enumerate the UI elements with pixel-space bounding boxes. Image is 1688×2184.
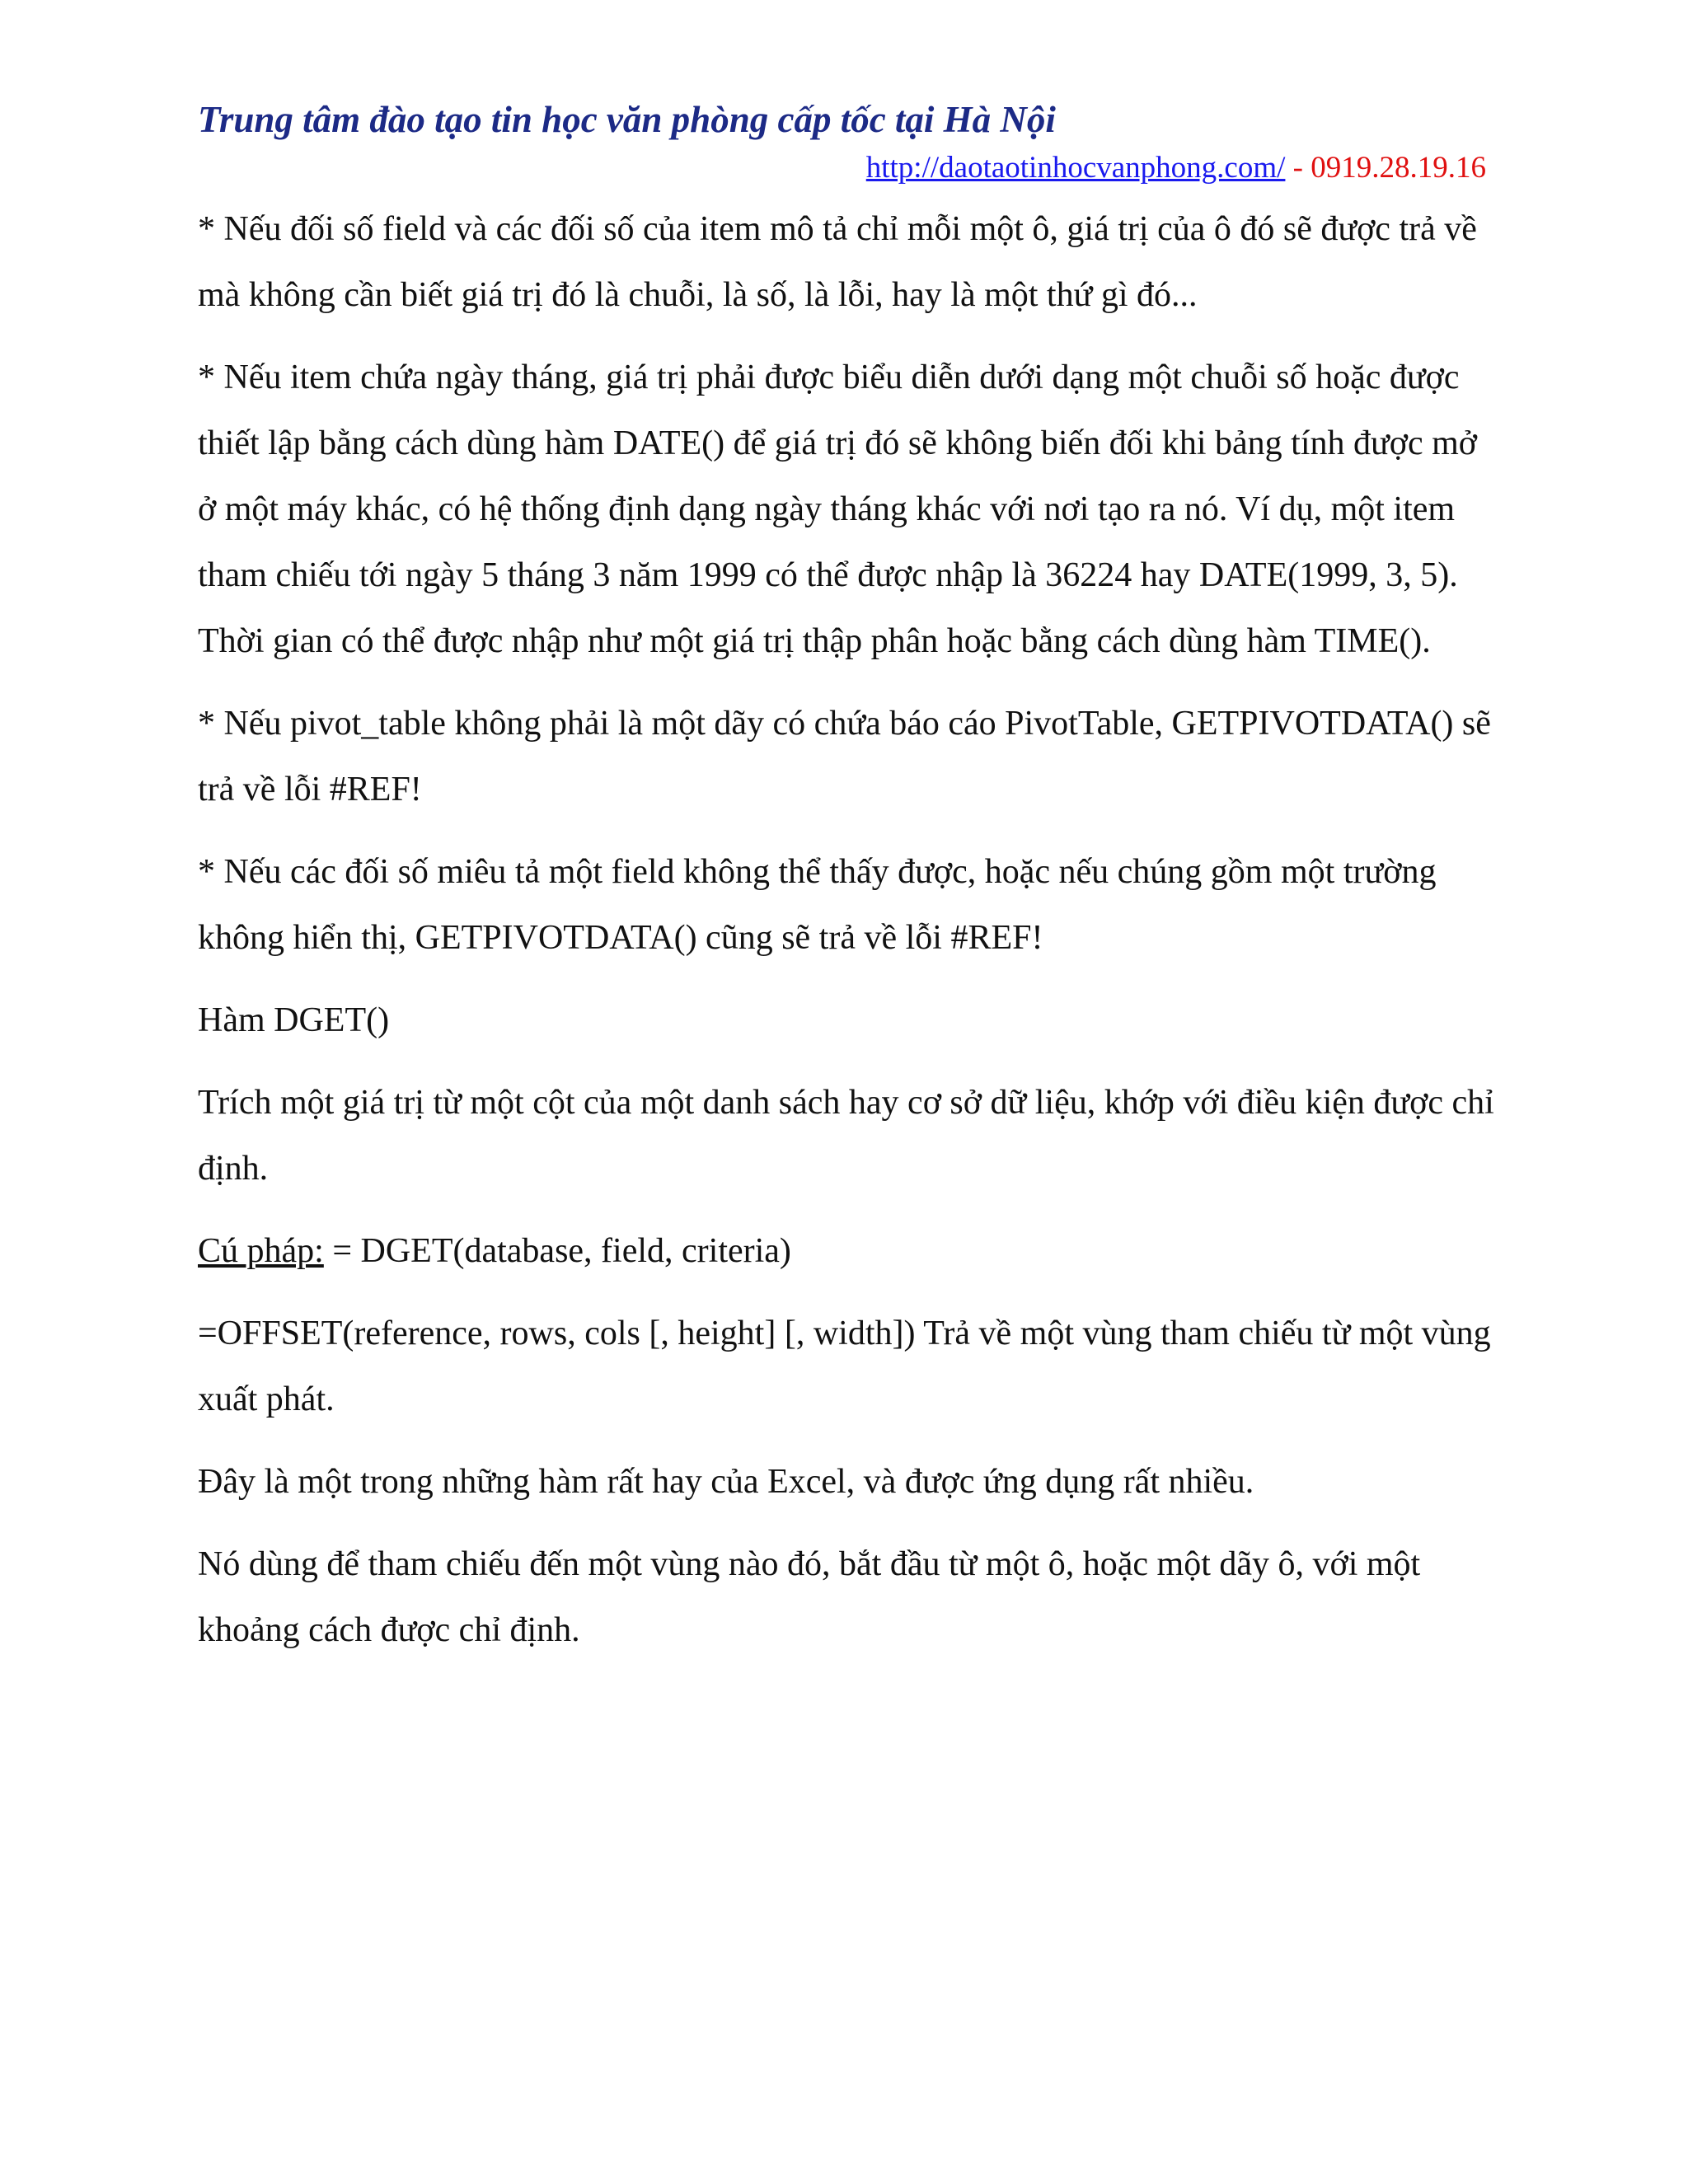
phone-number: 0919.28.19.16 — [1311, 151, 1486, 185]
paragraph-date-item: * Nếu item chứa ngày tháng, giá trị phải được biểu diễn dưới dạng một chuỗi số hoặc được thiết lập bằng cách dùng hàm DATE() để giá trị đó sẽ không biến đối khi bảng tính được mở ở một máy khác, có hệ thống định dạng ngày tháng khác với nơi tạo ra nó. Ví dụ, một item tham chiếu tới ngày 5 tháng 3 năm 1999 có thể được nhập là 36224 hay DATE(1999, 3, 5). Thời gian có thể được nhập như một giá trị thập phân hoặc bằng cách dùng hàm TIME(). — [198, 359, 1478, 660]
paragraph-hidden-field-error: * Nếu các đối số miêu tả một field không thể thấy được, hoặc nếu chúng gồm một trường không hiển thị, GETPIVOTDATA() cũng sẽ trả về lỗi #REF! — [198, 853, 1437, 957]
syntax-value: = DGET(database, field, criteria) — [323, 1232, 791, 1270]
paragraph-field-item: * Nếu đối số field và các đối số của item mô tả chỉ mỗi một ô, giá trị của ô đó sẽ được trả về mà không cần biết giá trị đó là chuỗi, là số, là lỗi, hay là một thứ gì đó... — [198, 210, 1477, 314]
paragraph-offset-intro: Đây là một trong những hàm rất hay của Excel, và được ứng dụng rất nhiều. — [198, 1463, 1254, 1501]
document-body — [198, 196, 1500, 1680]
paragraph-pivot-table-error: * Nếu pivot_table không phải là một dãy có chứa báo cáo PivotTable, GETPIVOTDATA() sẽ trả về lỗi #REF! — [198, 705, 1491, 808]
header-separator: - — [1285, 151, 1311, 185]
header-contact — [866, 150, 1486, 186]
page-title: Trung tâm đào tạo tin học văn phòng cấp tốc tại Hà Nội — [198, 99, 1056, 140]
paragraph-dget-description: Trích một giá trị từ một cột của một danh sách hay cơ sở dữ liệu, khớp với điều kiện được chỉ định. — [198, 1084, 1494, 1188]
website-link[interactable]: http://daotaotinhocvanphong.com/ — [865, 151, 1286, 185]
paragraph-offset-usage: Nó dùng để tham chiếu đến một vùng nào đó, bắt đầu từ một ô, hoặc một dãy ô, với một khoảng cách được chỉ định. — [198, 1545, 1421, 1649]
paragraph-offset-syntax: =OFFSET(reference, rows, cols [, height] [, width]) Trả về một vùng tham chiếu từ một vùng xuất phát. — [198, 1315, 1491, 1418]
paragraph-dget-syntax — [198, 1218, 1500, 1284]
syntax-label: Cú pháp: — [198, 1232, 324, 1270]
section-heading-dget: Hàm DGET() — [198, 1001, 390, 1039]
